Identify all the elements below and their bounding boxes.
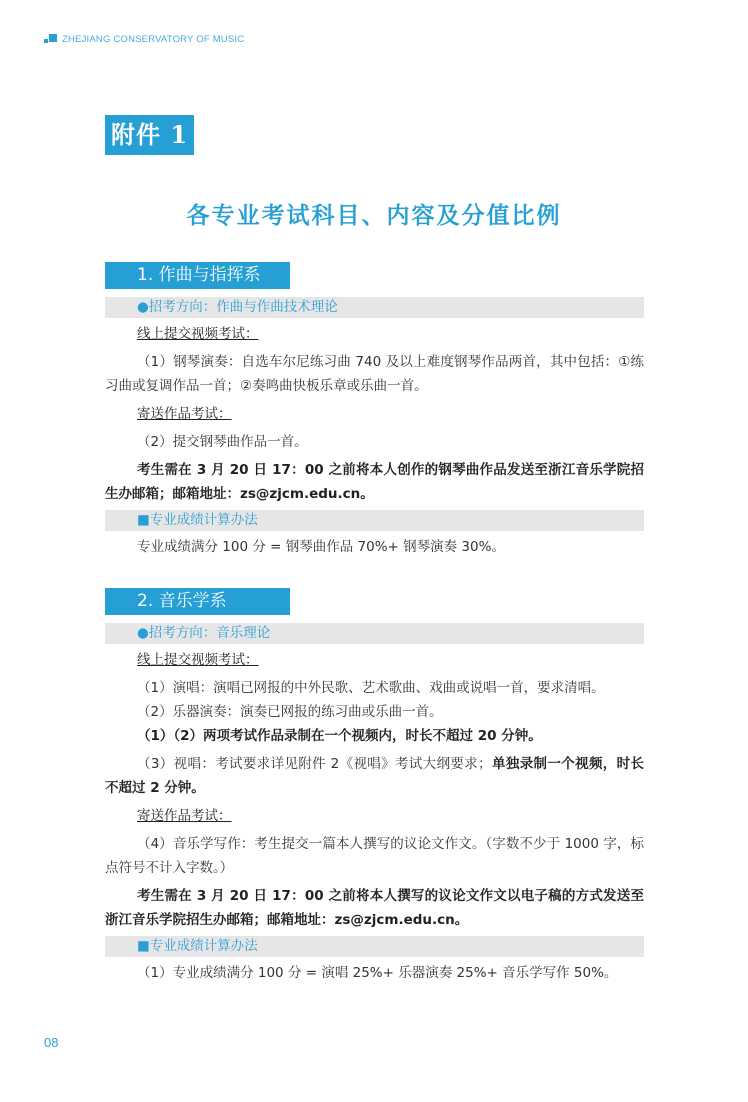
page-number: 08 — [44, 1035, 59, 1050]
video-note: （1）（2）两项考试作品录制在一个视频内，时长不超过 20 分钟。 — [137, 728, 542, 744]
score-formula: （1）专业成绩满分 100 分 = 演唱 25%+ 乐器演奏 25%+ 音乐学写作 50%。 — [137, 965, 618, 981]
running-header — [44, 33, 244, 45]
section-heading: 2. 音乐学系 — [105, 588, 290, 615]
section-composition — [105, 262, 644, 559]
page-title: 各专业考试科目、内容及分值比例 — [186, 202, 562, 229]
submission-note: 考生需在 3 月 20 日 17：00 之前将本人创作的钢琴曲作品发送至浙江音乐学院招生办邮箱；邮箱地址：zs@zjcm.edu.cn。 — [105, 462, 644, 502]
mail-exam-label: 寄送作品考试： — [137, 406, 232, 422]
online-exam-label: 线上提交视频考试： — [137, 652, 259, 668]
item-emphasis: 单独录制一个视频，时长不超过 2 分钟。 — [105, 756, 645, 796]
item-text: （3）视唱：考试要求详见附件 2《视唱》考试大纲要求； — [137, 756, 492, 772]
submission-note: 考生需在 3 月 20 日 17：00 之前将本人撰写的议论文作文以电子稿的方式发送至浙江音乐学院招生办邮箱；邮箱地址：zs@zjcm.edu.cn。 — [105, 888, 644, 928]
online-item: （2）乐器演奏：演奏已网报的练习曲或乐曲一首。 — [137, 704, 443, 720]
section-heading: 1. 作曲与指挥系 — [105, 262, 290, 289]
annex-label: 附件 1 — [105, 115, 194, 155]
score-method-bar: ■专业成绩计算办法 — [105, 936, 644, 957]
score-formula: 专业成绩满分 100 分 = 钢琴曲作品 70%+ 钢琴演奏 30%。 — [137, 539, 505, 555]
sight-singing-item — [105, 752, 644, 800]
direction-bar: ●招考方向：音乐理论 — [105, 623, 644, 644]
online-exam-label: 线上提交视频考试： — [137, 326, 259, 342]
online-item: （1）演唱：演唱已网报的中外民歌、艺术歌曲、戏曲或说唱一首，要求清唱。 — [137, 680, 605, 696]
section-musicology — [105, 588, 644, 985]
direction-bar: ●招考方向：作曲与作曲技术理论 — [105, 297, 644, 318]
score-method-bar: ■专业成绩计算办法 — [105, 510, 644, 531]
logo-icon — [44, 33, 58, 45]
mail-item: （2）提交钢琴曲作品一首。 — [137, 434, 308, 450]
mail-exam-label: 寄送作品考试： — [137, 808, 232, 824]
online-item: （1）钢琴演奏：自选车尔尼练习曲 740 及以上难度钢琴作品两首，其中包括：①练习曲或复调作品一首；②奏鸣曲快板乐章或乐曲一首。 — [105, 354, 644, 394]
mail-item: （4）音乐学写作：考生提交一篇本人撰写的议论文作文。（字数不少于 1000 字，标点符号不计入字数。） — [105, 836, 644, 876]
header-text: ZHEJIANG CONSERVATORY OF MUSIC — [62, 33, 245, 45]
